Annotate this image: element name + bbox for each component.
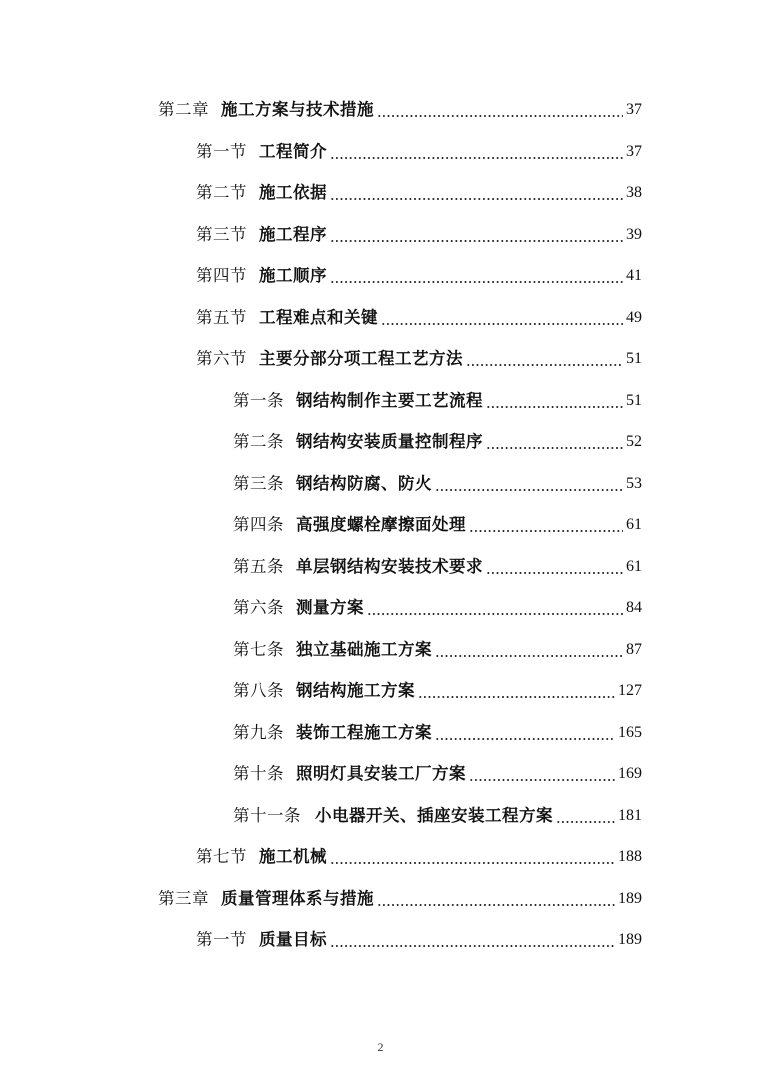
toc-page-number: 84 (626, 599, 642, 616)
toc-entry[interactable] (233, 637, 642, 663)
toc-entry[interactable] (233, 388, 642, 414)
toc-prefix: 第七节 (196, 847, 247, 866)
toc-page-number: 52 (626, 433, 642, 450)
dot-leader (466, 364, 623, 366)
toc-page-number: 87 (626, 641, 642, 658)
dot-leader (330, 240, 623, 242)
toc-entry[interactable] (233, 512, 642, 538)
toc-page-number: 165 (618, 724, 642, 741)
toc-entry[interactable] (196, 305, 642, 331)
toc-prefix: 第六条 (233, 598, 284, 617)
toc-entry[interactable] (158, 886, 642, 912)
dot-leader (486, 406, 623, 408)
toc-page-number: 37 (626, 101, 642, 118)
toc-prefix: 第六节 (196, 349, 247, 368)
toc-prefix: 第三章 (158, 889, 209, 908)
toc-prefix: 第四节 (196, 266, 247, 285)
dot-leader (330, 945, 615, 947)
toc-entry[interactable] (233, 761, 642, 787)
toc-page-number: 37 (626, 143, 642, 160)
toc-prefix: 第八条 (233, 681, 284, 700)
toc-page-number: 53 (626, 475, 642, 492)
toc-prefix: 第一节 (196, 930, 247, 949)
toc-prefix: 第三条 (233, 474, 284, 493)
dot-leader (381, 323, 623, 325)
toc-title: 钢结构防腐、防火 (296, 474, 432, 493)
toc-entry[interactable] (196, 346, 642, 372)
toc-page-number: 127 (618, 682, 642, 699)
toc-title: 质量管理体系与措施 (221, 889, 374, 908)
toc-prefix: 第九条 (233, 723, 284, 742)
toc-entry[interactable] (196, 844, 642, 870)
toc-title: 钢结构安装质量控制程序 (296, 432, 483, 451)
toc-prefix: 第五节 (196, 308, 247, 327)
toc-page-number: 188 (618, 848, 642, 865)
toc-entry[interactable] (196, 263, 642, 289)
toc-title: 质量目标 (259, 930, 327, 949)
toc-entry[interactable] (233, 595, 642, 621)
toc-page-number: 181 (618, 807, 642, 824)
toc-page-number: 189 (618, 931, 642, 948)
dot-leader (330, 862, 615, 864)
toc-entry[interactable] (196, 222, 642, 248)
toc-title: 独立基础施工方案 (296, 640, 432, 659)
toc-title: 高强度螺栓摩擦面处理 (296, 515, 466, 534)
toc-entry[interactable] (196, 180, 642, 206)
toc-prefix: 第一节 (196, 142, 247, 161)
toc-page-number: 51 (626, 392, 642, 409)
toc-entry[interactable] (196, 139, 642, 165)
toc-prefix: 第四条 (233, 515, 284, 534)
toc-entry[interactable] (233, 471, 642, 497)
toc-title: 工程难点和关键 (259, 308, 378, 327)
dot-leader (418, 696, 615, 698)
toc-entry[interactable] (233, 429, 642, 455)
toc-page-number: 51 (626, 350, 642, 367)
toc-prefix: 第二章 (158, 100, 209, 119)
toc-page-number: 39 (626, 226, 642, 243)
toc-title: 测量方案 (296, 598, 364, 617)
dot-leader (556, 821, 615, 823)
dot-leader (486, 572, 623, 574)
dot-leader (469, 530, 623, 532)
toc-title: 钢结构施工方案 (296, 681, 415, 700)
toc-title: 主要分部分项工程工艺方法 (259, 349, 463, 368)
toc-title: 施工依据 (259, 183, 327, 202)
toc-entry[interactable] (233, 803, 642, 829)
toc-prefix: 第五条 (233, 557, 284, 576)
dot-leader (377, 904, 615, 906)
toc-page-number: 61 (626, 516, 642, 533)
toc-title: 工程简介 (259, 142, 327, 161)
toc-title: 施工方案与技术措施 (221, 100, 374, 119)
toc-entry[interactable] (196, 927, 642, 953)
toc-page-number: 38 (626, 184, 642, 201)
dot-leader (435, 489, 623, 491)
dot-leader (486, 447, 623, 449)
dot-leader (435, 738, 615, 740)
toc-page-number: 49 (626, 309, 642, 326)
toc-page-number: 41 (626, 267, 642, 284)
toc-title: 施工机械 (259, 847, 327, 866)
dot-leader (435, 655, 623, 657)
toc-title: 施工顺序 (259, 266, 327, 285)
toc-prefix: 第二节 (196, 183, 247, 202)
toc-prefix: 第十条 (233, 764, 284, 783)
toc-prefix: 第三节 (196, 225, 247, 244)
dot-leader (330, 198, 623, 200)
toc-prefix: 第二条 (233, 432, 284, 451)
toc-prefix: 第一条 (233, 391, 284, 410)
dot-leader (330, 281, 623, 283)
toc-entry[interactable] (233, 678, 642, 704)
page-number: 2 (377, 1040, 384, 1054)
toc-entry[interactable] (233, 720, 642, 746)
toc-entry[interactable] (233, 554, 642, 580)
dot-leader (469, 779, 615, 781)
toc-prefix: 第七条 (233, 640, 284, 659)
toc-title: 钢结构制作主要工艺流程 (296, 391, 483, 410)
toc-title: 单层钢结构安装技术要求 (296, 557, 483, 576)
toc-prefix: 第十一条 (233, 806, 301, 825)
toc-title: 小电器开关、插座安装工程方案 (315, 806, 553, 825)
toc-title: 施工程序 (259, 225, 327, 244)
dot-leader (330, 157, 623, 159)
toc-title: 装饰工程施工方案 (296, 723, 432, 742)
toc-entry[interactable] (158, 97, 642, 123)
toc-title: 照明灯具安装工厂方案 (296, 764, 466, 783)
toc-page-number: 189 (618, 890, 642, 907)
toc-page-number: 61 (626, 558, 642, 575)
dot-leader (377, 115, 623, 117)
dot-leader (367, 613, 623, 615)
toc-page-number: 169 (618, 765, 642, 782)
